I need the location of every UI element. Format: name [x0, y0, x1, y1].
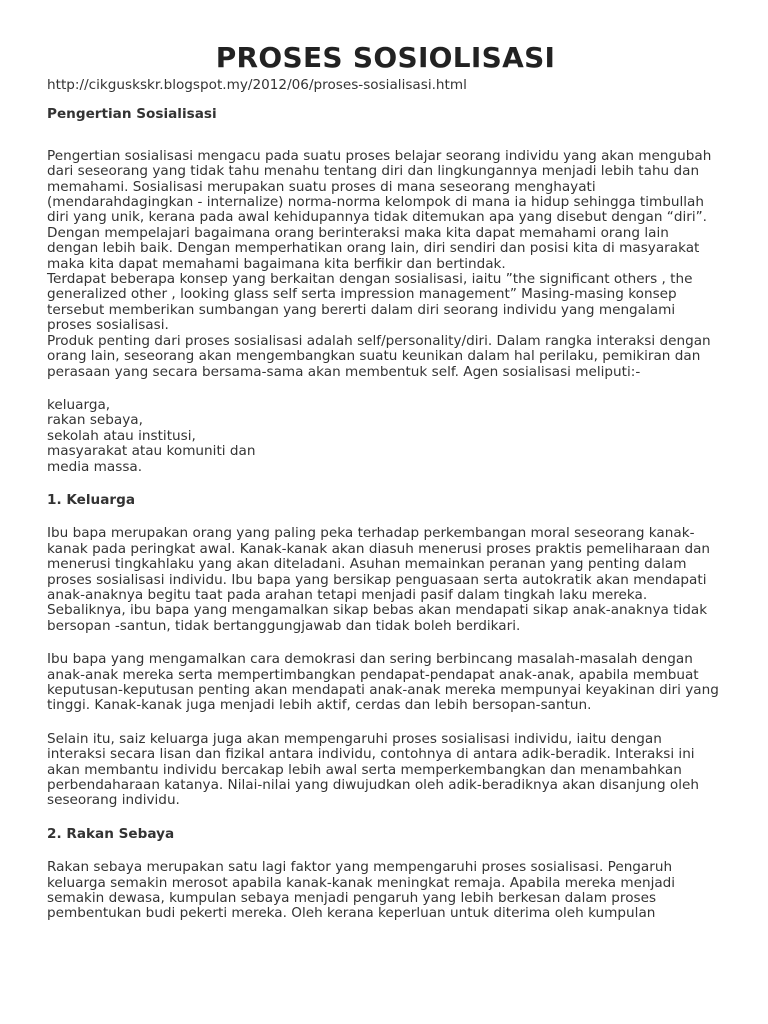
list-item: keluarga, — [47, 396, 111, 413]
intro-heading: Pengertian Sosialisasi — [47, 106, 217, 123]
list-item: masyarakat atau komuniti dan — [47, 443, 256, 460]
section-heading-rakan-sebaya: 2. Rakan Sebaya — [47, 825, 175, 842]
intro-paragraph-3: Terdapat beberapa konsep yang berkaitan dengan sosialisasi, iaitu ”the significant others , the generalized other , looking glass self serta impression management” Masing-masing konsep tersebut memberikan sumbangan yang bererti dalam diri seorang individu yang mengalami proses sosialisasi. — [47, 271, 693, 334]
list-item: rakan sebaya, — [47, 412, 143, 429]
section1-paragraph-1: Ibu bapa merupakan orang yang paling peka terhadap perkembangan moral seseorang kanak-kanak pada peringkat awal. Kanak-kanak akan diasuh menerusi proses praktis pemeliharaan dan menerusi tingkahlaku yang akan diteladani. Asuhan memainkan peranan yang penting dalam proses sosialisasi individu. Ibu bapa yang bersikap penguasaan serta autokratik akan mendapati anak-anaknya begitu taat pada arahan tetapi menjadi pasif dalam tingkah laku mereka. Sebaliknya, ibu bapa yang mengamalkan sikap bebas akan mendapati sikap anak-anaknya tidak bersopan -santun, tidak bertanggungjawab dan tidak boleh berdikari. — [47, 525, 711, 634]
list-item: media massa. — [47, 458, 143, 475]
intro-paragraph-4: Produk penting dari proses sosialisasi adalah self/personality/diri. Dalam rangka interaksi dengan orang lain, seseorang akan mengembangkan suatu keunikan dalam hal perilaku, pemikiran dan perasaan yang secara bersama-sama akan membentuk self. Agen sosialisasi meliputi:- — [47, 332, 711, 380]
section2-paragraph-1: Rakan sebaya merupakan satu lagi faktor yang mempengaruhi proses sosialisasi. Pengaruh keluarga semakin merosot apabila kanak-kanak meningkat remaja. Apabila mereka menjadi semakin dewasa, kumpulan sebaya menjadi pengaruh yang lebih berkesan dalam proses pembentukan budi pekerti mereka. Oleh kerana keperluan untuk diterima oleh kumpulan — [47, 859, 676, 922]
agent-list — [47, 398, 724, 475]
intro-paragraph-1: Pengertian sosialisasi mengacu pada suatu proses belajar seorang individu yang akan mengubah dari seseorang yang tidak tahu menahu tentang diri dan lingkungannya menjadi lebih tahu dan memahami. Sosialisasi merupakan suatu proses di mana seseorang menghayati (mendarahdagingkan - internalize) norma-norma kelompok di mana ia hidup sehingga timbullah diri yang unik, kerana pada awal kehidupannya tidak ditemukan apa yang disebut dengan “diri”. — [47, 147, 712, 226]
document-title: PROSES SOSIOLISASI — [215, 41, 556, 74]
intro-paragraph-2: Dengan mempelajari bagaimana orang berinteraksi maka kita dapat memahami orang lain dengan lebih baik. Dengan memperhatikan orang lain, diri sendiri dan posisi kita di masyarakat maka kita dapat memahami bagaimana kita berfikir dan bertindak. — [47, 224, 700, 272]
list-item: sekolah atau institusi, — [47, 427, 196, 444]
section-heading-keluarga: 1. Keluarga — [47, 491, 135, 508]
section1-paragraph-3: Selain itu, saiz keluarga juga akan mempengaruhi proses sosialisasi individu, iaitu dengan interaksi secara lisan dan fizikal antara individu, contohnya di antara adik-beradik. Interaksi ini akan membantu individu bercakap lebih awal serta memperkembangkan dan menambahkan perbendaharaan katanya. Nilai-nilai yang diwujudkan oleh adik-beradiknya akan disanjung oleh seseorang individu. — [47, 730, 699, 809]
section1-paragraph-2: Ibu bapa yang mengamalkan cara demokrasi dan sering berbincang masalah-masalah dengan anak-anak mereka serta mempertimbangkan pendapat-pendapat anak-anak, apabila membuat keputusan-keputusan penting akan mendapati anak-anak mereka mempunyai keyakinan diri yang tinggi. Kanak-kanak juga menjadi lebih aktif, cerdas dan lebih bersopan-santun. — [47, 651, 719, 714]
source-url: http://cikguskskr.blogspot.my/2012/06/proses-sosialisasi.html — [47, 77, 467, 93]
